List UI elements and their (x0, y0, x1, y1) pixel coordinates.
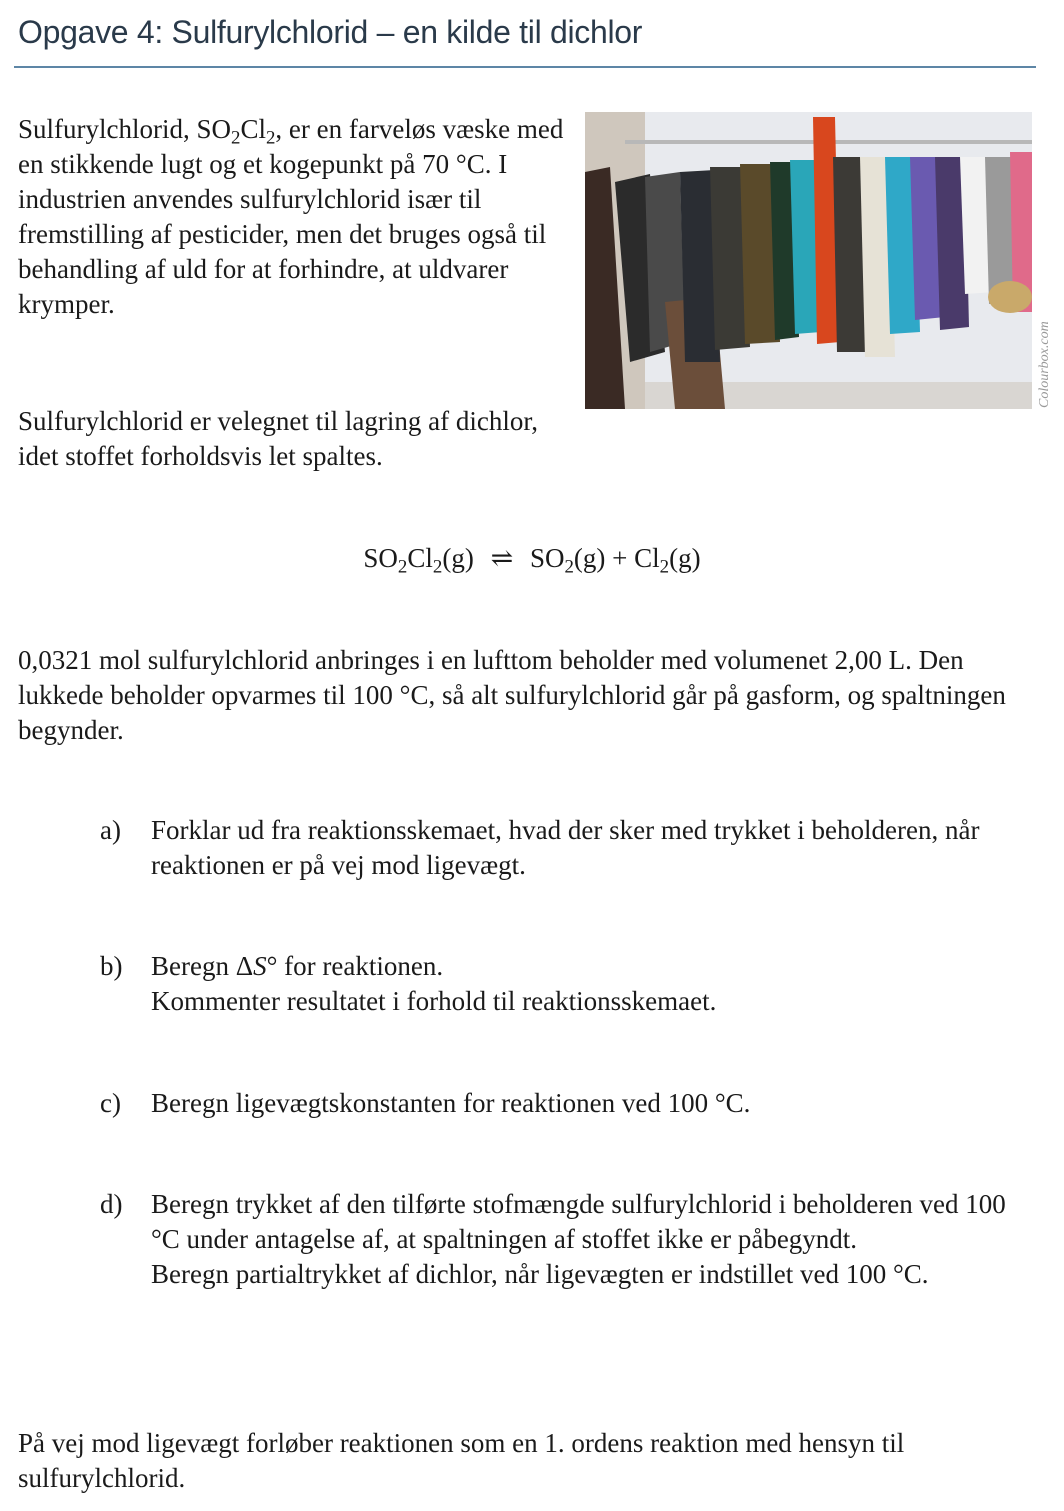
question-label: c) (100, 1088, 121, 1118)
question-label: a) (100, 815, 121, 845)
question-d (100, 1187, 1040, 1292)
question-text: Beregn ΔS° for reaktionen. (151, 951, 444, 981)
intro-paragraph: Sulfurylchlorid, $SO_2Cl_2$, er en farveløs væske med en stikkende lugt og et kogepunkt på 70 °C. I industrien anvendes sulfurylchlorid især til fremstilling af pesticider, men det bruges også til behandling af uld for at forhindre, at uldvarer krymper. (18, 114, 564, 319)
setup-paragraph: 0,0321 mol sulfurylchlorid anbringes i en lufttom beholder med volumenet 2,00 L. Den lukkede beholder opvarmes til 100 °C, så alt sulfurylchlorid går på gasform, og spaltningen begynder. (18, 645, 1006, 745)
question-a (100, 813, 1040, 883)
question-label: b) (100, 951, 123, 981)
reaction-equation: $SO_2Cl_2(g)$ ⇌ $SO_2(g) + Cl_2(g)$ (363, 543, 701, 578)
question-label: d) (100, 1189, 123, 1219)
wool-sweaters-photo (585, 112, 1032, 409)
question-c (100, 1086, 1040, 1121)
title-divider (14, 66, 1036, 68)
photo-credit: Colourbox.com (1037, 321, 1052, 408)
question-b (100, 949, 1040, 1019)
question-text: Beregn partialtrykket af dichlor, når ligevægten er indstillet ved 100 °C. (151, 1259, 929, 1289)
question-text: Beregn trykket af den tilførte stofmængde sulfurylchlorid i beholderen ved 100 °C under antagelse af, at spaltningen af stoffet ikke er påbegyndt. (151, 1189, 1006, 1254)
question-text: Beregn ligevægtskonstanten for reaktionen ved 100 °C. (151, 1088, 751, 1118)
question-text: Kommenter resultatet i forhold til reaktionsskemaet. (151, 986, 717, 1016)
storage-paragraph: Sulfurylchlorid er velegnet til lagring af dichlor, idet stoffet forholdsvis let spaltes. (18, 406, 539, 471)
question-text: Forklar ud fra reaktionsskemaet, hvad der sker med trykket i beholderen, når reaktionen er på vej mod ligevægt. (151, 815, 980, 880)
page-title: Opgave 4: Sulfurylchlorid – en kilde til dichlor (18, 14, 643, 50)
equilibrium-arrow: ⇌ (490, 543, 514, 573)
closing-paragraph: På vej mod ligevægt forløber reaktionen som en 1. ordens reaktion med hensyn til sulfurylchlorid. (18, 1428, 905, 1493)
